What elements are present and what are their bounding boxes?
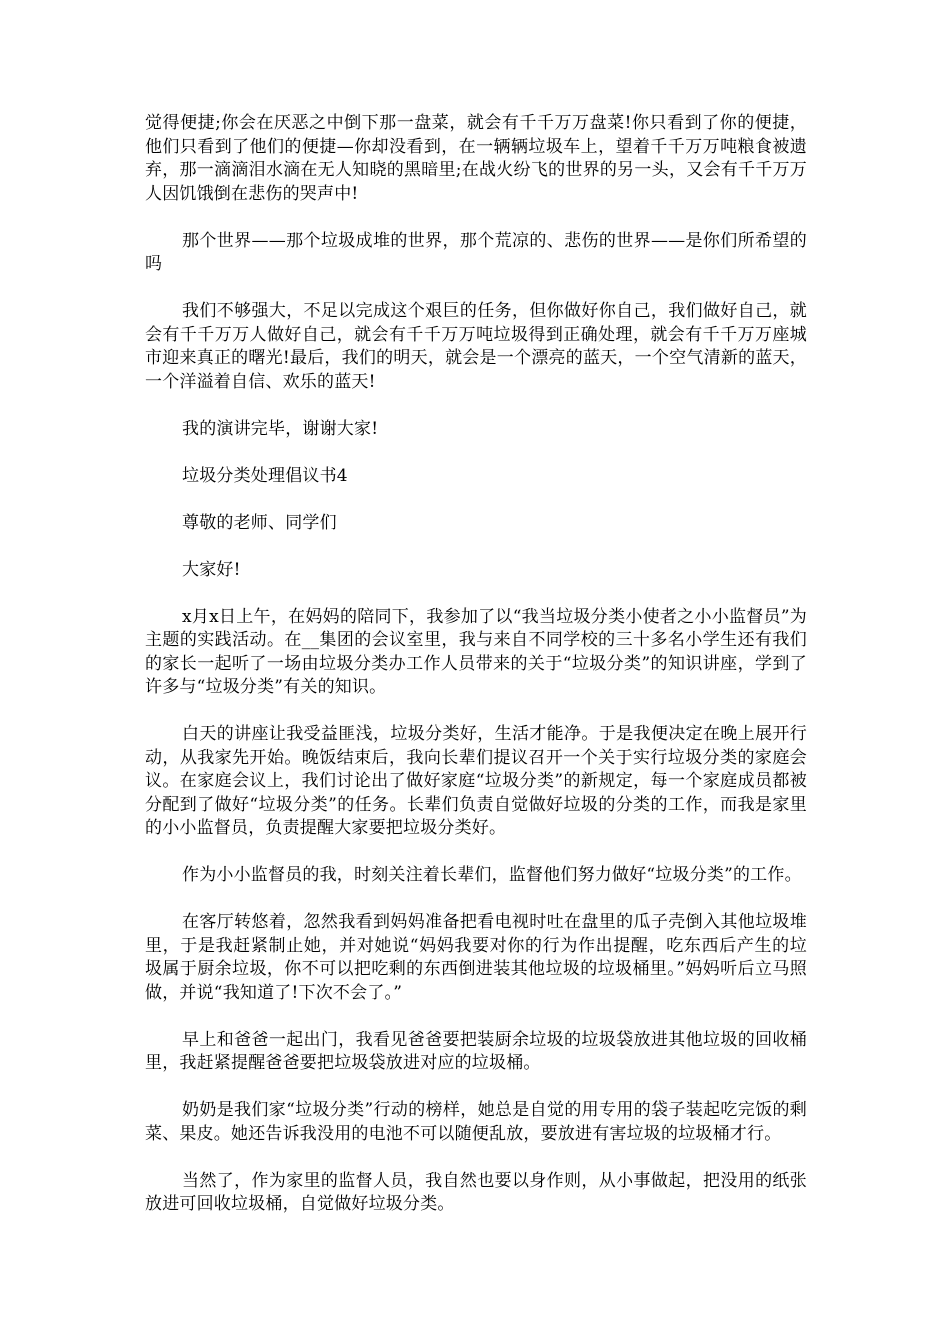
paragraph-dad: 早上和爸爸一起出门，我看见爸爸要把装厨余垃圾的垃圾袋放进其他垃圾的回收桶里，我赶紧提醒爸爸要把垃圾袋放进对应的垃圾桶。 — [145, 1029, 807, 1073]
paragraph-living-room: 在客厅转悠着，忽然我看到妈妈准备把看电视时吐在盘里的瓜子壳倒入其他垃圾堆里，于是我赶紧制止她，并对她说“妈妈我要对你的行为作出提醒，吃东西后产生的垃圾属于厨余垃圾，你不可以把吃剩的东西倒进装其他垃圾的垃圾桶里。”妈妈听后立马照做，并说“我知道了!下次不会了。” — [145, 912, 807, 1003]
paragraph-self: 当然了，作为家里的监督人员，我自然也要以身作则，从小事做起，把没用的纸张放进可回收垃圾桶，自觉做好垃圾分类。 — [145, 1170, 807, 1214]
salutation: 尊敬的老师、同学们 — [182, 512, 337, 533]
paragraph-speech-end: 我的演讲完毕，谢谢大家! — [182, 418, 379, 439]
document-page — [145, 112, 807, 1240]
paragraph-not-strong-enough: 我们不够强大，不足以完成这个艰巨的任务，但你做好你自己，我们做好自己，就会有千千万万人做好自己，就会有千千万万吨垃圾得到正确处理，就会有千千万万座城市迎来真正的曙光!最后，我们的明天，就会是一个漂亮的蓝天，一个空气清新的蓝天，一个洋溢着自信、欢乐的蓝天! — [145, 301, 807, 392]
paragraph-activity: x月x日上午，在妈妈的陪同下，我参加了以“我当垃圾分类小使者之小小监督员”为主题的实践活动。在__集团的会议室里，我与来自不同学校的三十多名小学生还有我们的家长一起听了一场由垃圾分类办工作人员带来的关于“垃圾分类”的知识讲座，学到了许多与“垃圾分类”有关的知识。 — [145, 606, 807, 697]
greeting: 大家好! — [182, 559, 241, 580]
section-title: 垃圾分类处理倡议书4 — [182, 465, 348, 486]
paragraph-supervisor: 作为小小监督员的我，时刻关注着长辈们，监督他们努力做好“垃圾分类”的工作。 — [182, 865, 802, 885]
paragraph-lecture: 白天的讲座让我受益匪浅，垃圾分类好，生活才能净。于是我便决定在晚上展开行动，从我家先开始。晚饭结束后，我向长辈们提议召开一个关于实行垃圾分类的家庭会议。在家庭会议上，我们讨论出了做好家庭“垃圾分类”的新规定，每一个家庭成员都被分配到了做好“垃圾分类”的任务。长辈们负责自觉做好垃圾的分类的工作，而我是家里的小小监督员，负责提醒大家要把垃圾分类好。 — [145, 724, 807, 838]
paragraph-grandma: 奶奶是我们家“垃圾分类”行动的榜样，她总是自觉的用专用的袋子装起吃完饭的剩菜、果皮。她还告诉我没用的电池不可以随便乱放，要放进有害垃圾的垃圾桶才行。 — [145, 1100, 807, 1144]
paragraph-continuation: 觉得便捷;你会在厌恶之中倒下那一盘菜，就会有千千万万盘菜!你只看到了你的便捷，他们只看到了他们的便捷—你却没看到，在一辆辆垃圾车上，望着千千万万吨粮食被遗弃，那一滴滴泪水滴在无人知晓的黑暗里;在战火纷飞的世界的另一头，又会有千千万万人因饥饿倒在悲伤的哭声中! — [145, 113, 807, 204]
paragraph-that-world: 那个世界——那个垃圾成堆的世界，那个荒凉的、悲伤的世界——是你们所希望的吗 — [145, 230, 807, 274]
